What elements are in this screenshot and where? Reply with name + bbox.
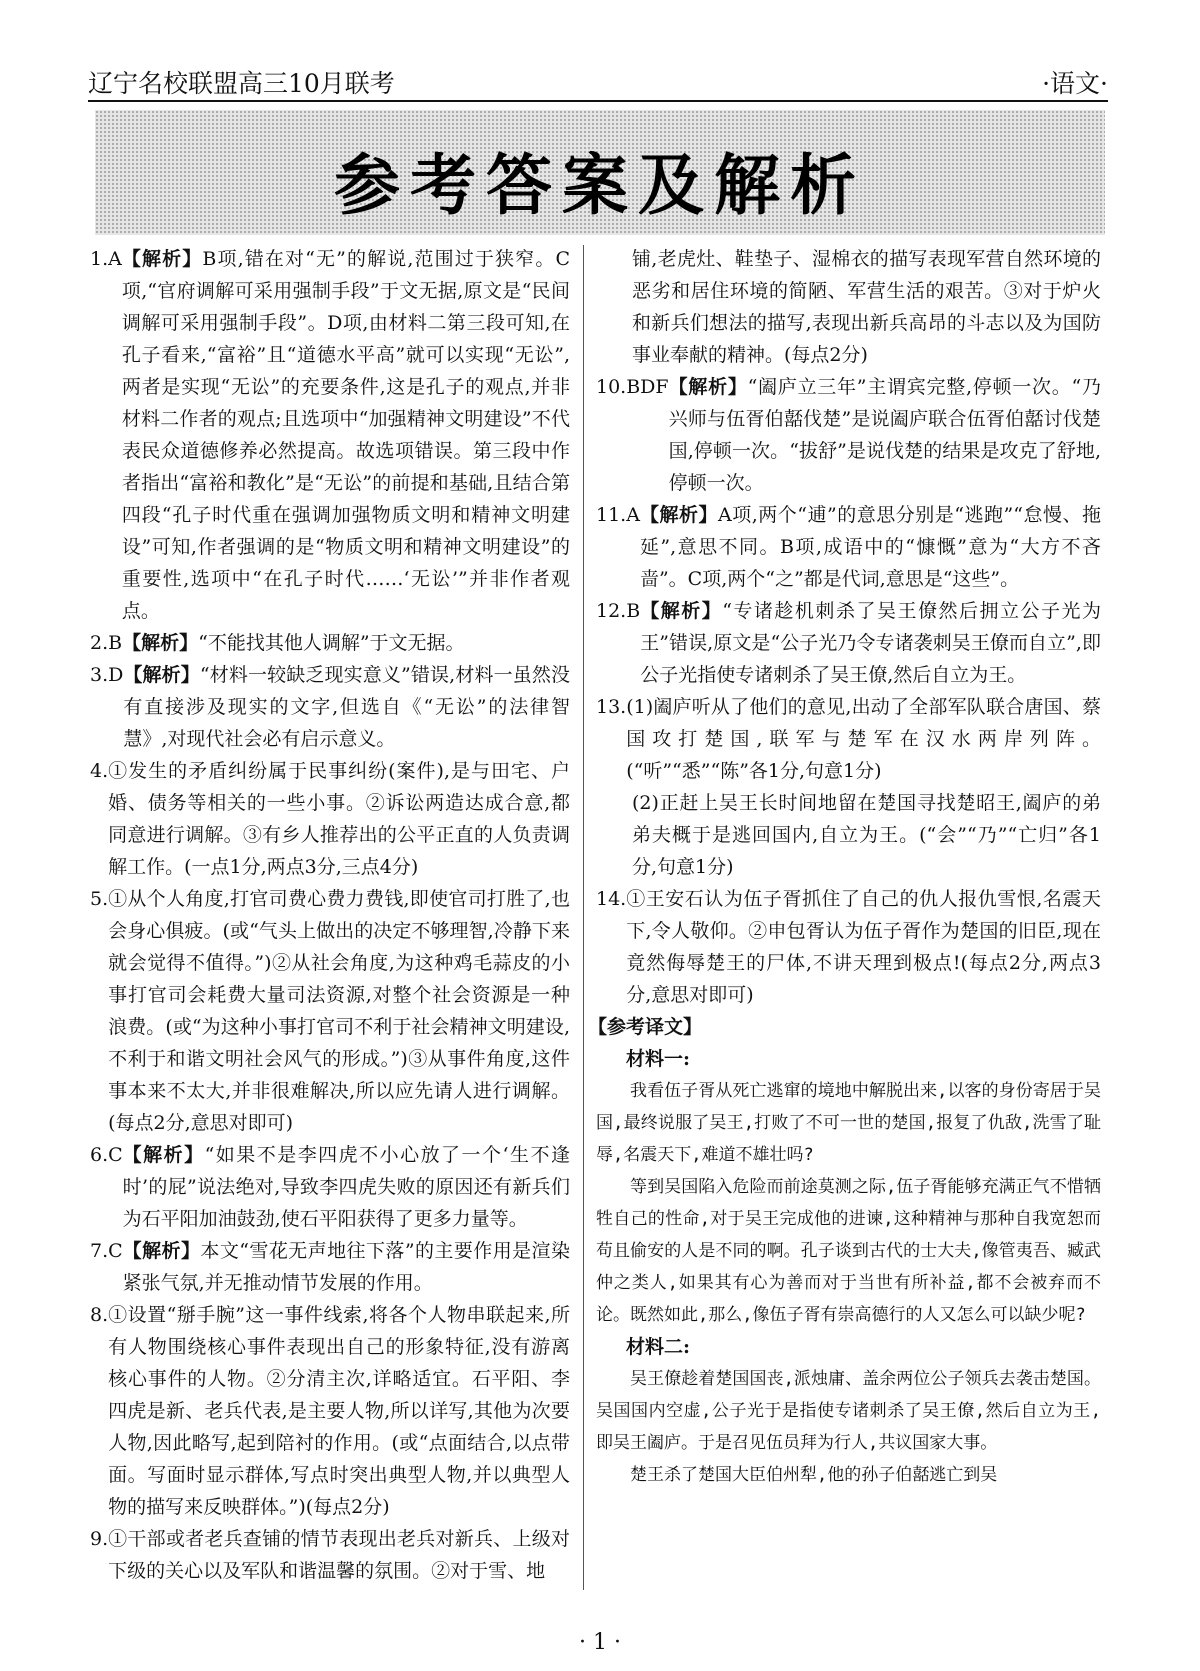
item-text: “如果不是李四虎不小心放了一个‘生不逢时’的屁”说法绝对,导致李四虎失败的原因还有新兵们为石平阳加油鼓劲,使石平阳获得了更多力量等。 <box>122 1144 570 1230</box>
item-body <box>640 595 1101 691</box>
banner-title: 参考答案及解析 <box>334 147 866 224</box>
item-number: 6.C <box>90 1144 123 1166</box>
item-body <box>669 371 1101 499</box>
answer-item-4 <box>90 755 570 883</box>
item-number: 13. <box>596 696 627 718</box>
item-text: ①发生的矛盾纠纷属于民事纠纷(案件),是与田宅、户婚、债务等相关的一些小事。②诉讼两造达成合意,都同意进行调解。③有乡人推荐出的公平正直的人负责调解工作。(一点1分,两点3分,三点4分) <box>108 760 570 878</box>
answer-item-13-part2: (2)正赶上吴王长时间地留在楚国寻找楚昭王,阖庐的弟弟夫概于是逃回国内,自立为王。(“会”“乃”“亡归”各1分,句意1分) <box>632 792 1101 878</box>
item-number: 7.C <box>90 1240 123 1262</box>
material-two-title: 材料二: <box>626 1336 691 1358</box>
answer-item-11 <box>596 499 1101 595</box>
item-body <box>108 1523 570 1587</box>
material-one-title: 材料一: <box>626 1048 691 1070</box>
item-number: 9. <box>90 1528 109 1550</box>
item-text: ①设置“掰手腕”这一事件线索,将各个人物串联起来,所有人物围绕核心事件表现出自己的形象特征,没有游离核心事件的人物。②分清主次,详略适宜。石平阳、李四虎是新、老兵代表,是主要人物,所以详写,其他为次要人物,因此略写,起到陪衬的作用。(或“点面结合,以点带面。写面时显示群体,写点时突出典型人物,并以典型人物的描写来反映群体。”)(每点2分) <box>108 1304 570 1518</box>
item-number: 11.A <box>596 504 640 526</box>
item-text: “阖庐立三年”主谓宾完整,停顿一次。“乃兴师与伍胥伯嚭伐楚”是说阖庐联合伍胥伯嚭讨伐楚国,停顿一次。“拔舒”是说伐楚的结果是攻克了舒地,停顿一次。 <box>668 376 1101 494</box>
translation-heading: 【参考译文】 <box>588 1016 703 1038</box>
translation-paragraph: 等到吴国陷入危险而前途莫测之际,伍子胥能够充满正气不惜牺牲自己的性命,对于吴王完成他的进谏,这种精神与那种自我宽恕而苟且偷安的人是不同的啊。孔子谈到古代的士大夫,像管夷吾、臧武仲之类人,如果其有心为善而对于当世有所补益,都不会被弃而不论。既然如此,那么,像伍子胥有崇高德行的人又怎么可以缺少呢? <box>596 1177 1101 1325</box>
item-text: “专诸趁机刺杀了吴王僚然后拥立公子光为王”错误,原文是“公子光乃令专诸袭刺吴王僚而自立”,即公子光指使专诸刺杀了吴王僚,然后自立为王。 <box>640 600 1101 686</box>
item-body <box>626 691 1101 787</box>
answer-item-13 <box>596 691 1101 787</box>
item-body <box>108 883 570 1139</box>
item-body <box>122 243 570 627</box>
item-body <box>108 755 570 883</box>
item-number: 10.BDF <box>596 376 669 398</box>
item-body <box>122 627 570 659</box>
subject-label: ·语文· <box>1042 69 1108 98</box>
column-divider <box>583 245 584 1590</box>
answer-item-9-continued: 铺,老虎灶、鞋垫子、湿棉衣的描写表现军营自然环境的恶劣和居住环境的简陋、军营生活的艰苦。③对于炉火和新兵们想法的描写,表现出新兵高昂的斗志以及为国防事业奉献的精神。(每点2分) <box>632 248 1101 366</box>
analysis-tag: 【解析】 <box>122 632 199 654</box>
item-text: A项,两个“逋”的意思分别是“逃跑”“怠慢、拖延”,意思不同。B项,成语中的“慷慨”意为“大方不吝啬”。C项,两个“之”都是代词,意思是“这些”。 <box>639 504 1101 590</box>
item-number: 5. <box>90 888 109 910</box>
analysis-tag: 【解析】 <box>639 504 718 526</box>
answer-item-12 <box>596 595 1101 691</box>
item-text: ①从个人角度,打官司费心费力费钱,即使官司打胜了,也会身心俱疲。(或“气头上做出的决定不够理智,冷静下来就会觉得不值得。”)②从社会角度,为这种鸡毛蒜皮的小事打官司会耗费大量司法资源,对整个社会资源是一种浪费。(或“为这种小事打官司不利于社会精神文明建设,不利于和谐文明社会风气的形成。”)③从事件角度,这件事本来不太大,并非很难解决,所以应先请人进行调解。(每点2分,意思对即可) <box>108 888 570 1134</box>
item-number: 3.D <box>90 664 124 686</box>
answer-item-5 <box>90 883 570 1139</box>
answer-item-1 <box>90 243 570 627</box>
item-body <box>108 1299 570 1523</box>
item-text: “不能找其他人调解”于文无据。 <box>198 632 465 654</box>
analysis-tag: 【解析】 <box>122 1240 201 1262</box>
answer-item-8 <box>90 1299 570 1523</box>
analysis-tag: 【解析】 <box>121 248 203 270</box>
answer-item-2 <box>90 627 570 659</box>
answer-item-6 <box>90 1139 570 1235</box>
item-number: 2.B <box>90 632 123 654</box>
item-number: 4. <box>90 760 109 782</box>
item-body <box>640 499 1101 595</box>
item-body: ①王安石认为伍子胥抓住了自己的仇人报仇雪恨,名震天下,令人敬仰。②申包胥认为伍子胥作为楚国的旧臣,现在竟然侮辱楚王的尸体,不讲天理到极点!(每点2分,两点3分,意思对即可) <box>626 888 1101 1006</box>
item-text: (1)阖庐听从了他们的意见,出动了全部军队联合唐国、蔡国攻打楚国,联军与楚军在汉水两岸列阵。(“听”“悉”“陈”各1分,句意1分) <box>626 696 1101 782</box>
analysis-tag: 【解析】 <box>640 600 723 622</box>
item-number: 8. <box>90 1304 109 1326</box>
item-text: “材料一较缺乏现实意义”错误,材料一虽然没有直接涉及现实的文字,但选自《“无讼”的法律智慧》,对现代社会必有启示意义。 <box>123 664 570 750</box>
analysis-tag: 【解析】 <box>668 376 748 398</box>
translation-paragraph: 吴王僚趁着楚国国丧,派烛庸、盖余两位公子领兵去袭击楚国。吴国国内空虚,公子光于是指使专诸刺杀了吴王僚,然后自立为王,即吴王阖庐。于是召见伍员拜为行人,共议国家大事。 <box>596 1369 1101 1453</box>
item-text: 本文“雪花无声地往下落”的主要作用是渲染紧张气氛,并无推动情节发展的作用。 <box>122 1240 570 1294</box>
right-column <box>588 243 1101 1491</box>
item-number: 1.A <box>90 248 122 270</box>
translation-paragraph: 楚王杀了楚国大臣伯州犁,他的孙子伯嚭逃亡到吴 <box>630 1465 998 1485</box>
left-column <box>90 243 570 1587</box>
analysis-tag: 【解析】 <box>123 664 200 686</box>
item-number: 14. <box>596 888 627 910</box>
item-text: B项,错在对“无”的解说,范围过于狭窄。C项,“官府调解可采用强制手段”于文无据,原文是“民间调解可采用强制手段”。D项,由材料二第三段可知,在孔子看来,“富裕”且“道德水平高”就可以实现“无讼”,两者是实现“无讼”的充要条件,这是孔子的观点,并非材料二作者的观点;且选项中“加强精神文明建设”不代表民众道德修养必然提高。故选项错误。第三段中作者指出“富裕和教化”是“无讼”的前提和基础,且结合第四段“孔子时代重在强调加强物质文明和精神文明建设”可知,作者强调的是“物质文明和精神文明建设”的重要性,选项中“在孔子时代……‘无讼’”并非作者观点。 <box>121 248 570 622</box>
item-body <box>123 659 570 755</box>
answer-item-7 <box>90 1235 570 1299</box>
page-number: · 1 · <box>579 1630 621 1655</box>
item-number: 12.B <box>596 600 641 622</box>
translation-paragraph: 我看伍子胥从死亡逃窜的境地中解脱出来,以客的身份寄居于吴国,最终说服了吴王,打败了不可一世的楚国,报复了仇敌,洗雪了耻辱,名震天下,难道不雄壮吗? <box>596 1081 1101 1165</box>
page-header <box>88 60 1108 102</box>
item-text: ①干部或者老兵查铺的情节表现出老兵对新兵、上级对下级的关心以及军队和谐温馨的氛围。②对于雪、地 <box>108 1528 570 1582</box>
item-body <box>123 1235 570 1299</box>
exam-title: 辽宁名校联盟高三10月联考 <box>88 69 395 98</box>
answer-item-10 <box>596 371 1101 499</box>
answer-item-14 <box>596 883 1101 1011</box>
answer-item-9 <box>90 1523 570 1587</box>
title-banner <box>95 110 1105 235</box>
item-body <box>123 1139 570 1235</box>
answer-item-3 <box>90 659 570 755</box>
analysis-tag: 【解析】 <box>122 1144 205 1166</box>
